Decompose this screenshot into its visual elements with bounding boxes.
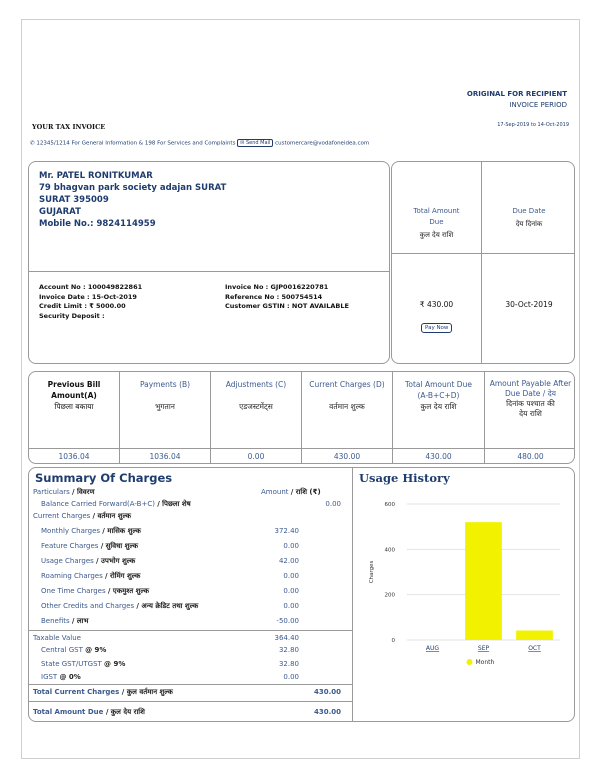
usage-chart bbox=[355, 490, 572, 670]
legend-label: Month bbox=[475, 659, 495, 666]
y-tick-label: 0 bbox=[391, 638, 395, 644]
row-label-hindi: / लाभ bbox=[71, 617, 89, 625]
invoice-page bbox=[21, 19, 580, 759]
summary-title: Summary Of Charges bbox=[35, 471, 173, 485]
invoice-no: Invoice No : GJP0016220781 bbox=[225, 283, 329, 291]
current-charges-header bbox=[302, 379, 392, 412]
tax-label: Central GST bbox=[41, 646, 83, 654]
customer-address bbox=[39, 170, 226, 230]
payable-after-value: 480.00 bbox=[517, 452, 544, 461]
charge-row-value: 0.00 bbox=[283, 542, 299, 550]
x-tick-label: SEP bbox=[477, 645, 490, 652]
taxable-value: 364.40 bbox=[274, 634, 299, 642]
tax-label: State GST/UTGST bbox=[41, 660, 102, 668]
due-label-hindi: देय दिनांक bbox=[515, 220, 543, 228]
contact-line bbox=[30, 139, 369, 147]
total-due-label bbox=[33, 708, 145, 717]
col-label-hindi: भुगतान bbox=[155, 402, 175, 411]
row-label-hindi: / वर्तमान शुल्क bbox=[92, 512, 132, 520]
reference-no: Reference No : 500754514 bbox=[225, 292, 323, 301]
total-label-line1: Total Amount bbox=[413, 207, 460, 215]
y-tick-label: 600 bbox=[384, 502, 395, 508]
tax-row-value: 32.80 bbox=[278, 660, 299, 668]
row-label-hindi: / उपभोग शुल्क bbox=[96, 557, 136, 565]
col-label: Amount(A) bbox=[51, 391, 97, 400]
row-label-hindi: / मासिक शुल्क bbox=[102, 527, 141, 535]
mobile-number: Mobile No.: 9824114959 bbox=[39, 219, 156, 229]
adjustments-header bbox=[211, 379, 301, 412]
phone-icon: ✆ bbox=[30, 140, 35, 147]
address-line-3: GUJARAT bbox=[39, 207, 81, 217]
divider bbox=[29, 271, 389, 272]
y-axis-label: Charges bbox=[369, 560, 375, 584]
security-deposit: Security Deposit : bbox=[39, 311, 105, 320]
total-due-value: 430.00 bbox=[425, 452, 452, 461]
charge-row-label bbox=[41, 617, 88, 626]
total-label-hindi: कुल देय राशि bbox=[419, 231, 454, 239]
tax-row-label bbox=[41, 673, 81, 681]
divider bbox=[392, 253, 574, 254]
divider bbox=[29, 630, 352, 631]
divider bbox=[481, 162, 482, 363]
amount-hindi: / राशि (₹) bbox=[290, 488, 321, 496]
charge-row-value: 0.00 bbox=[325, 500, 341, 508]
send-mail-label: Send Mail bbox=[246, 140, 271, 146]
amount-label: Amount bbox=[261, 488, 289, 496]
row-label: Usage Charges bbox=[41, 557, 94, 565]
invoice-date: Invoice Date : 15-Oct-2019 bbox=[39, 292, 137, 301]
taxable-label: Taxable Value bbox=[33, 634, 81, 642]
tax-rate: @ 9% bbox=[104, 660, 126, 668]
col-label: Previous Bill bbox=[47, 380, 101, 389]
col-label: (A-B+C+D) bbox=[417, 391, 460, 400]
row-label: Balance Carried Forward(A-B+C) bbox=[41, 500, 155, 508]
due-date-label bbox=[482, 206, 576, 230]
col-label: Current Charges (D) bbox=[309, 380, 385, 389]
tax-row-value: 32.80 bbox=[278, 646, 299, 654]
total-current-label bbox=[33, 688, 173, 697]
charge-row-value: 0.00 bbox=[283, 602, 299, 610]
charge-row-value: 42.00 bbox=[278, 557, 299, 565]
tax-rate: @ 0% bbox=[59, 673, 81, 681]
amount-header bbox=[261, 488, 321, 497]
account-details bbox=[39, 283, 142, 321]
col-label: Due Date / देय bbox=[504, 389, 557, 398]
pay-now-button[interactable]: Pay Now bbox=[421, 323, 452, 333]
current-charges-value: 430.00 bbox=[333, 452, 361, 461]
x-tick-label: OCT bbox=[528, 645, 541, 652]
col-label-hindi: कुल देय राशि bbox=[420, 402, 457, 411]
customer-box bbox=[28, 161, 390, 364]
legend-swatch bbox=[467, 659, 473, 665]
row-label-hindi: / पिछला शेष bbox=[157, 500, 191, 508]
contact-text: 12345/1214 For General Information & 198 For Services and Complaints bbox=[36, 140, 236, 147]
total-amount-due-value: ₹ 430.00 bbox=[419, 300, 454, 309]
usage-title: Usage History bbox=[359, 471, 450, 485]
charge-row-label bbox=[33, 512, 131, 521]
charge-row-label bbox=[41, 527, 141, 536]
due-box bbox=[391, 161, 575, 364]
row-label-hindi: / रोमिंग शुल्क bbox=[105, 572, 141, 580]
charges-box bbox=[28, 467, 575, 722]
address-line-2: SURAT 395009 bbox=[39, 195, 109, 205]
total-current-text: Total Current Charges bbox=[33, 688, 120, 696]
original-for-recipient: ORIGINAL FOR RECIPIENT bbox=[466, 90, 567, 98]
particulars-header bbox=[33, 488, 95, 497]
col-label-hindi: दिनांक पश्चात की bbox=[506, 399, 555, 408]
divider bbox=[29, 684, 352, 685]
payments-value: 1036.04 bbox=[149, 452, 181, 461]
particulars-hindi: / विवरण bbox=[72, 488, 95, 496]
total-due-text: Total Amount Due bbox=[33, 708, 104, 716]
tax-row-label bbox=[41, 660, 125, 668]
payable-after-header bbox=[485, 379, 576, 419]
charge-row-label bbox=[41, 557, 135, 566]
col-label: Payments (B) bbox=[139, 380, 191, 389]
invoice-title: YOUR TAX INVOICE bbox=[32, 123, 106, 131]
col-label: Total Amount Due bbox=[405, 380, 472, 389]
col-label: Amount Payable After bbox=[489, 379, 572, 388]
total-current-value: 430.00 bbox=[313, 688, 341, 696]
row-label: Benefits bbox=[41, 617, 70, 625]
row-label: Feature Charges bbox=[41, 542, 99, 550]
row-label: One Time Charges bbox=[41, 587, 106, 595]
support-email[interactable]: customercare@vodafoneidea.com bbox=[275, 140, 370, 147]
total-due-value: 430.00 bbox=[313, 708, 341, 716]
col-label-hindi: पिछला बकाया bbox=[54, 402, 94, 411]
col-label-hindi: एडजस्टमेंट्स bbox=[239, 402, 273, 411]
charge-row-value: 0.00 bbox=[283, 572, 299, 580]
total-current-hindi: / कुल वर्तमान शुल्क bbox=[121, 688, 173, 696]
charge-row-value: 372.40 bbox=[274, 527, 299, 535]
bar-sep bbox=[465, 522, 502, 640]
total-amount-due-label bbox=[392, 206, 481, 241]
adjustments-value: 0.00 bbox=[247, 452, 265, 461]
total-due-header bbox=[393, 379, 484, 412]
charge-row-label bbox=[41, 587, 149, 596]
payments-header bbox=[120, 379, 210, 412]
address-line-1: 79 bhagvan park society adajan SURAT bbox=[39, 183, 227, 193]
account-no: Account No : 100049822861 bbox=[39, 283, 143, 291]
particulars-label: Particulars bbox=[33, 488, 70, 496]
y-tick-label: 400 bbox=[384, 547, 395, 554]
total-label-line2: Due bbox=[429, 218, 444, 226]
bill-table bbox=[28, 371, 575, 464]
tax-row-value: 0.00 bbox=[283, 673, 299, 681]
row-label: Other Credits and Charges bbox=[41, 602, 135, 610]
divider bbox=[352, 468, 353, 721]
tax-label: IGST bbox=[41, 673, 58, 681]
tax-rate: @ 9% bbox=[85, 646, 107, 654]
charge-row-label bbox=[41, 602, 198, 611]
tax-row-label bbox=[41, 646, 106, 654]
col-label: Adjustments (C) bbox=[225, 380, 287, 389]
due-date-value: 30-Oct-2019 bbox=[505, 300, 553, 309]
prev-bill-header bbox=[29, 379, 119, 412]
row-label: Monthly Charges bbox=[41, 527, 101, 535]
send-mail-button[interactable]: ✉ Send Mail bbox=[237, 139, 273, 147]
invoice-period-label: INVOICE PERIOD bbox=[509, 101, 567, 109]
row-label: Current Charges bbox=[33, 512, 91, 520]
charge-row-label bbox=[41, 572, 140, 581]
total-due-hindi: / कुल देय राशि bbox=[105, 708, 145, 716]
row-label-hindi: / एकमुश्त शुल्क bbox=[107, 587, 149, 595]
charge-row-value: 0.00 bbox=[283, 587, 299, 595]
x-tick-label: AUG bbox=[425, 645, 440, 652]
invoice-period: 17-Sep-2019 to 14-Oct-2019 bbox=[497, 122, 569, 128]
charge-row-label bbox=[41, 542, 138, 551]
col-label-hindi: वर्तमान शुल्क bbox=[329, 402, 365, 411]
divider bbox=[29, 701, 352, 702]
due-label: Due Date bbox=[512, 207, 546, 215]
customer-name: Mr. PATEL RONITKUMAR bbox=[39, 171, 153, 181]
charge-row-label bbox=[41, 500, 191, 509]
y-tick-label: 200 bbox=[384, 592, 395, 599]
charge-row-value: -50.00 bbox=[276, 617, 299, 625]
row-label-hindi: / सुविधा शुल्क bbox=[100, 542, 138, 550]
col-label-hindi: देय राशि bbox=[519, 409, 542, 418]
row-label: Roaming Charges bbox=[41, 572, 103, 580]
row-label-hindi: / अन्य क्रेडिट तथा शुल्क bbox=[136, 602, 199, 610]
credit-limit: Credit Limit : ₹ 5000.00 bbox=[39, 302, 126, 310]
prev-bill-value: 1036.04 bbox=[58, 452, 90, 461]
bar-oct bbox=[516, 630, 553, 640]
invoice-details bbox=[225, 283, 349, 312]
customer-gstin: Customer GSTIN : NOT AVAILABLE bbox=[225, 302, 349, 310]
